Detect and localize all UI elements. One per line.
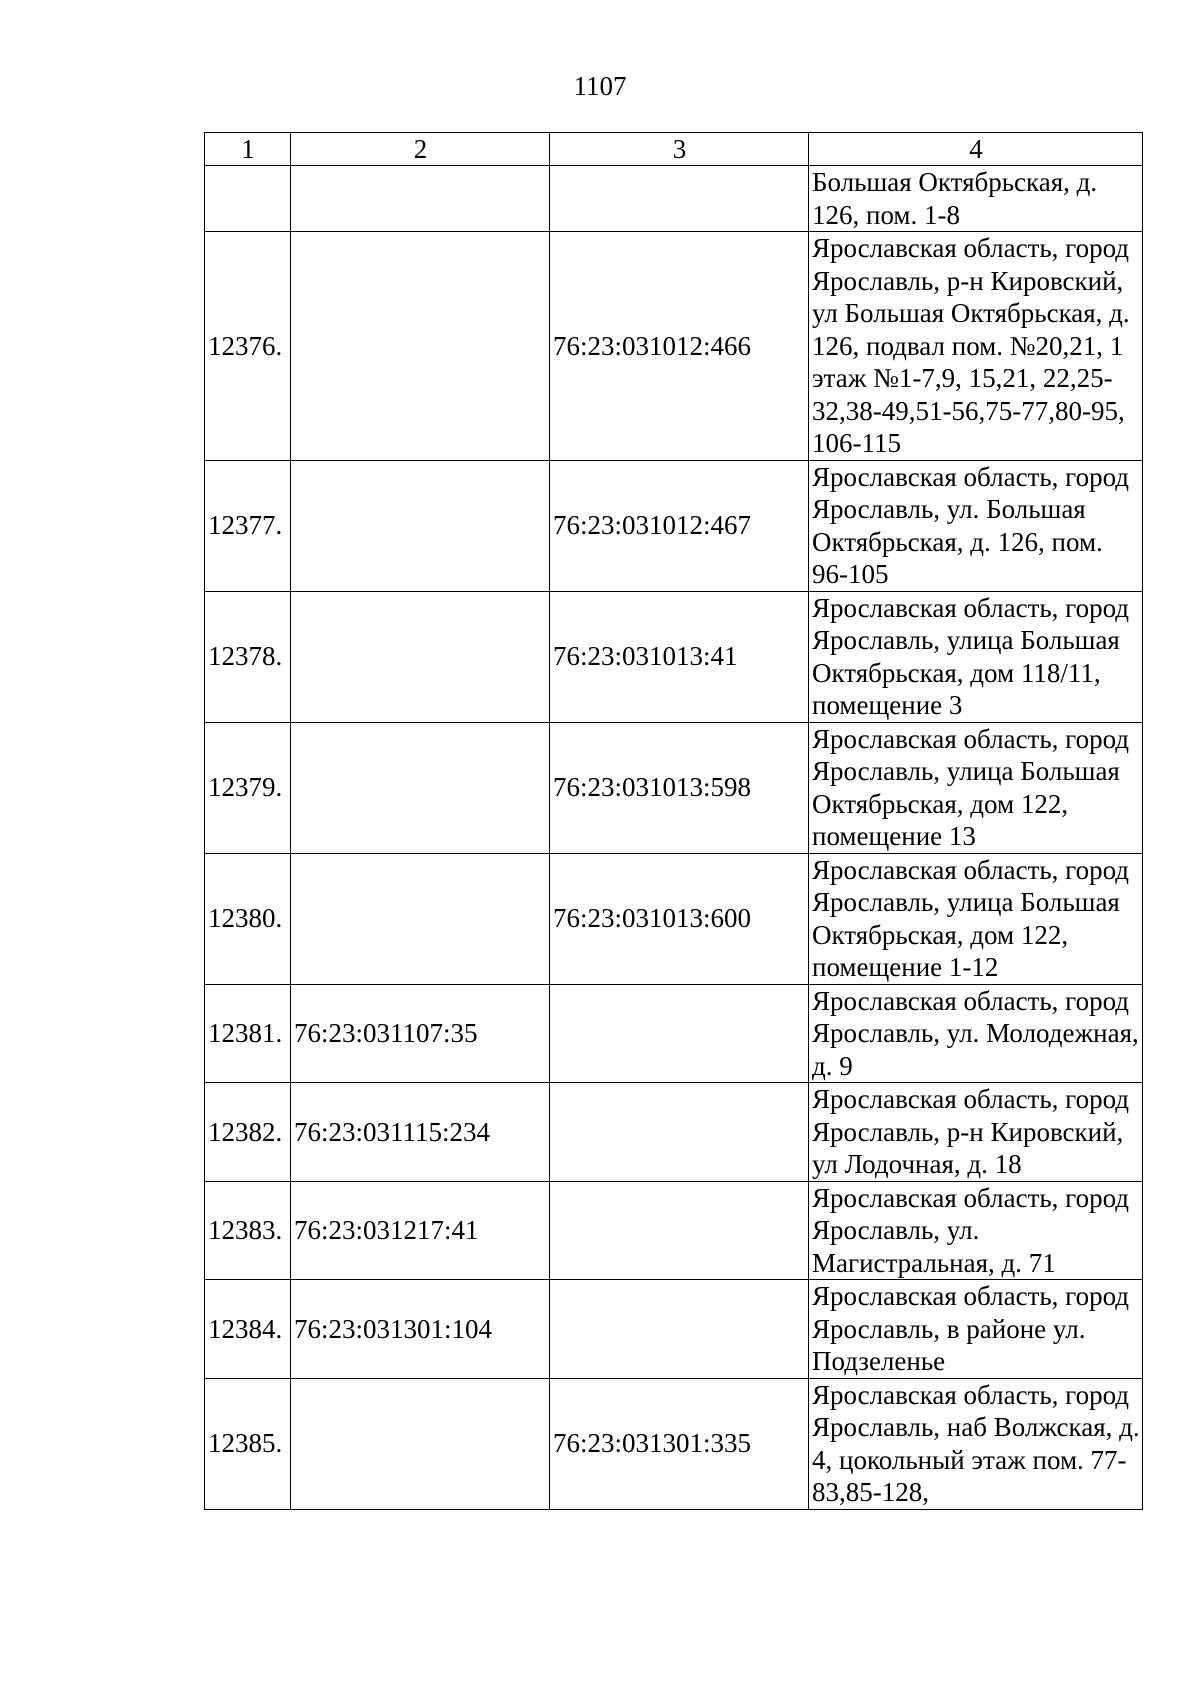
table-row (205, 1280, 1143, 1379)
table-row (205, 591, 1143, 722)
address-cell: Большая Октябрьская, д. 126, пом. 1-8 (809, 166, 1143, 232)
cadastral-number-cell: 76:23:031301:104 (291, 1280, 550, 1379)
address-cell: Ярославская область, город Ярославль, улица Большая Октябрьская, дом 122, помещение 1-12 (809, 853, 1143, 984)
table-row (205, 984, 1143, 1083)
table-row (205, 460, 1143, 591)
table-header-row (205, 133, 1143, 166)
table-row (205, 1181, 1143, 1280)
column-header-4: 4 (809, 133, 1143, 166)
cadastral-number-cell: 76:23:031107:35 (291, 984, 550, 1083)
registry-table (204, 132, 1143, 1510)
address-cell: Ярославская область, город Ярославль, улица Большая Октябрьская, дом 122, помещение 13 (809, 722, 1143, 853)
table-row (205, 853, 1143, 984)
cadastral-number-cell (291, 722, 550, 853)
cadastral-number-cell (291, 232, 550, 461)
cadastral-number-cell (291, 853, 550, 984)
row-number-cell (205, 166, 291, 232)
premises-cadastral-cell: 76:23:031013:598 (550, 722, 809, 853)
premises-cadastral-cell: 76:23:031013:600 (550, 853, 809, 984)
column-header-2: 2 (291, 133, 550, 166)
page-number: 1107 (573, 71, 627, 101)
row-number-cell: 12377. (205, 460, 291, 591)
row-number-cell: 12384. (205, 1280, 291, 1379)
cadastral-number-cell (291, 1378, 550, 1509)
table-row (205, 722, 1143, 853)
row-number-cell: 12385. (205, 1378, 291, 1509)
row-number-cell: 12382. (205, 1083, 291, 1182)
column-header-1: 1 (205, 133, 291, 166)
address-cell: Ярославская область, город Ярославль, наб Волжская, д. 4, цокольный этаж пом. 77-83,85-128, (809, 1378, 1143, 1509)
row-number-cell: 12383. (205, 1181, 291, 1280)
row-number-cell: 12380. (205, 853, 291, 984)
column-header-3: 3 (550, 133, 809, 166)
table-row (205, 166, 1143, 232)
row-number-cell: 12376. (205, 232, 291, 461)
premises-cadastral-cell: 76:23:031012:467 (550, 460, 809, 591)
cadastral-number-cell (291, 460, 550, 591)
premises-cadastral-cell (550, 1083, 809, 1182)
table-row (205, 1083, 1143, 1182)
premises-cadastral-cell (550, 984, 809, 1083)
address-cell: Ярославская область, город Ярославль, улица Большая Октябрьская, дом 118/11, помещение 3 (809, 591, 1143, 722)
address-cell: Ярославская область, город Ярославль, в районе ул. Подзеленье (809, 1280, 1143, 1379)
address-cell: Ярославская область, город Ярославль, ул. Большая Октябрьская, д. 126, пом. 96-105 (809, 460, 1143, 591)
address-cell: Ярославская область, город Ярославль, ул. Молодежная, д. 9 (809, 984, 1143, 1083)
row-number-cell: 12378. (205, 591, 291, 722)
cadastral-number-cell (291, 166, 550, 232)
premises-cadastral-cell: 76:23:031301:335 (550, 1378, 809, 1509)
premises-cadastral-cell: 76:23:031012:466 (550, 232, 809, 461)
premises-cadastral-cell (550, 1280, 809, 1379)
cadastral-number-cell: 76:23:031115:234 (291, 1083, 550, 1182)
cadastral-number-cell: 76:23:031217:41 (291, 1181, 550, 1280)
row-number-cell: 12381. (205, 984, 291, 1083)
premises-cadastral-cell (550, 166, 809, 232)
premises-cadastral-cell (550, 1181, 809, 1280)
premises-cadastral-cell: 76:23:031013:41 (550, 591, 809, 722)
table-row (205, 232, 1143, 461)
address-cell: Ярославская область, город Ярославль, р-н Кировский, ул Большая Октябрьская, д. 126, подвал пом. №20,21, 1 этаж №1-7,9, 15,21, 22,25-32,38-49,51-56,75-77,80-95, 106-115 (809, 232, 1143, 461)
table-row (205, 1378, 1143, 1509)
cadastral-number-cell (291, 591, 550, 722)
address-cell: Ярославская область, город Ярославль, р-н Кировский, ул Лодочная, д. 18 (809, 1083, 1143, 1182)
address-cell: Ярославская область, город Ярославль, ул. Магистральная, д. 71 (809, 1181, 1143, 1280)
row-number-cell: 12379. (205, 722, 291, 853)
